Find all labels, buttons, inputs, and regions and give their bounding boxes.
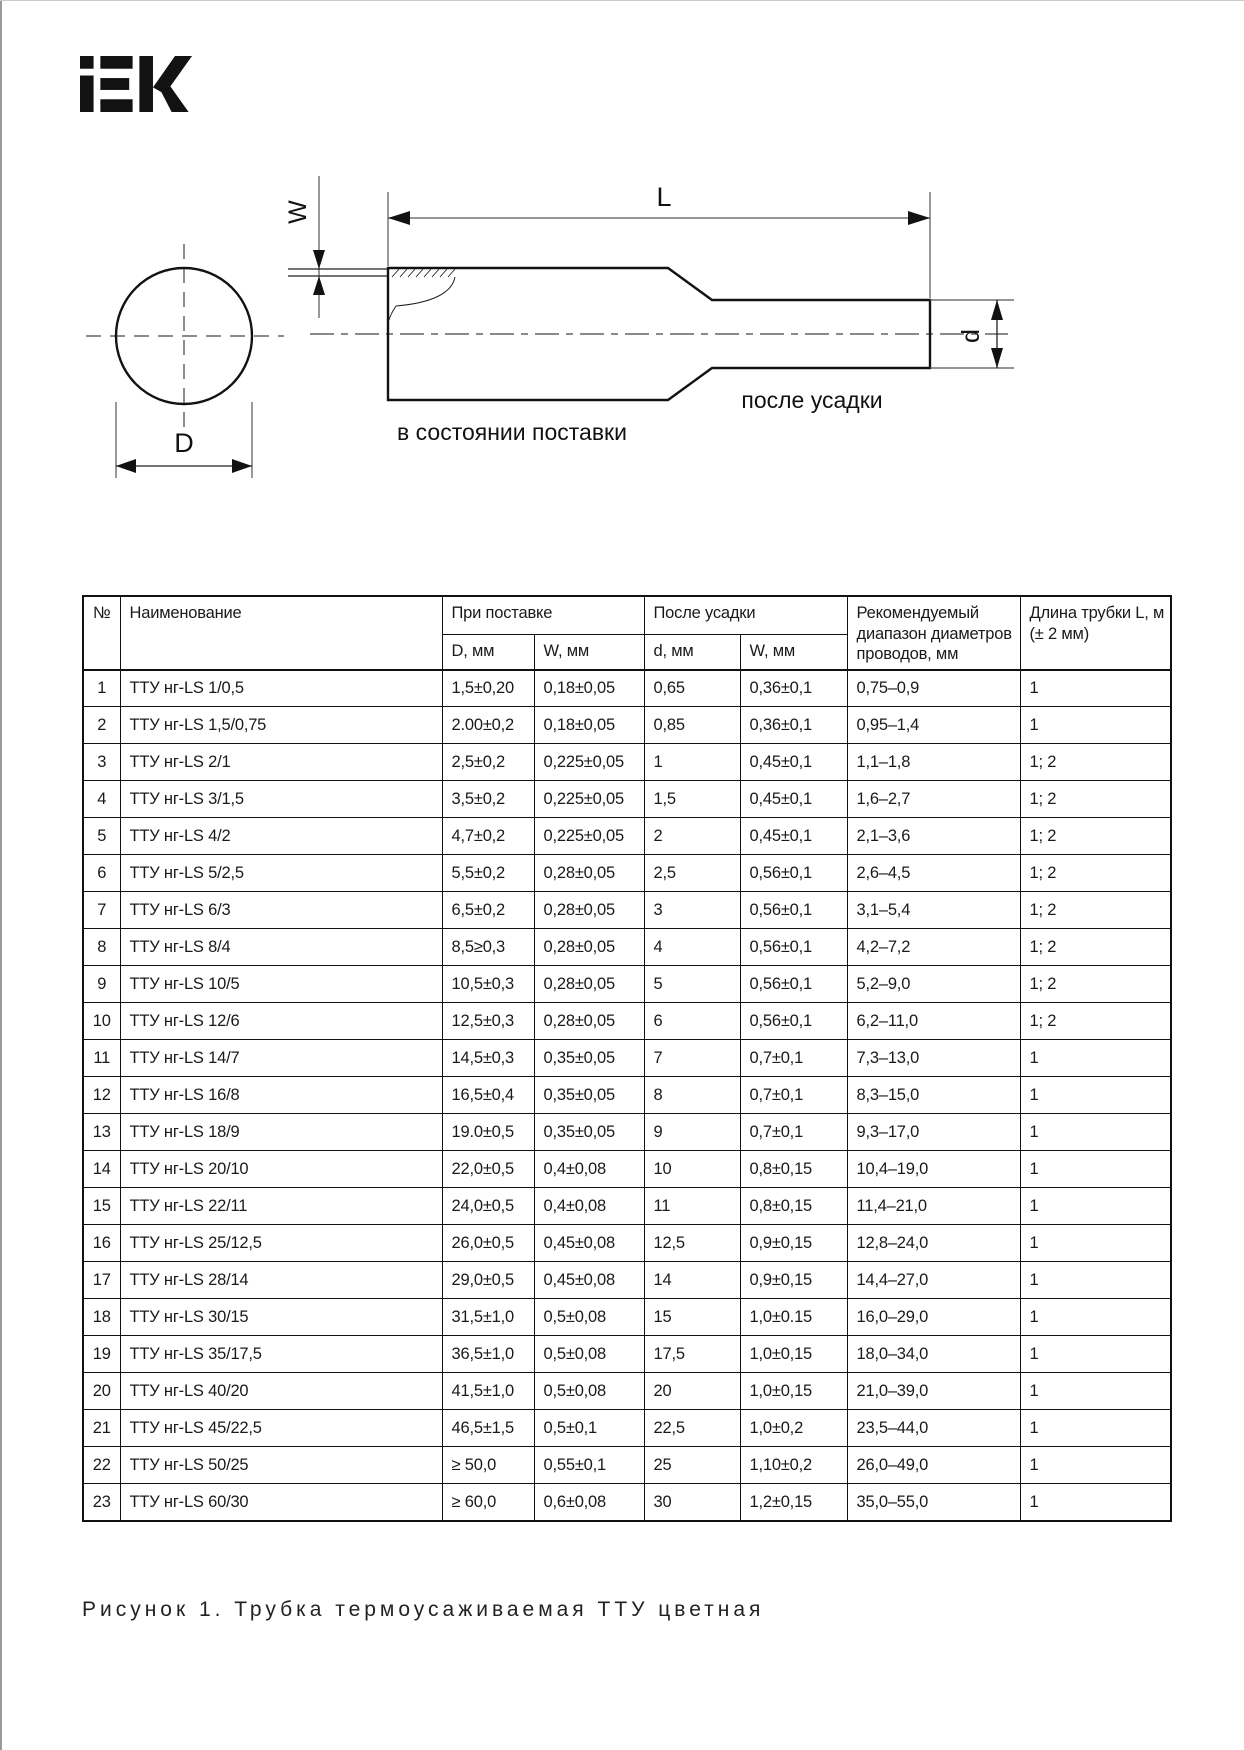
table-row <box>83 1299 1171 1336</box>
value-cell: 0,18±0,05 <box>534 707 644 744</box>
value-cell: 36,5±1,0 <box>442 1336 534 1373</box>
col-header-supply-group: При поставке <box>442 596 644 634</box>
value-cell: ТТУ нг-LS 1/0,5 <box>120 670 442 707</box>
wall-dimension <box>284 176 388 318</box>
value-cell: 0,18±0,05 <box>534 670 644 707</box>
value-cell: 3,5±0,2 <box>442 781 534 818</box>
row-number-cell: 19 <box>83 1336 120 1373</box>
value-cell: 0,225±0,05 <box>534 818 644 855</box>
value-cell: 22,5 <box>644 1410 740 1447</box>
value-cell: 0,65 <box>644 670 740 707</box>
table-row <box>83 966 1171 1003</box>
row-number-cell: 23 <box>83 1484 120 1521</box>
value-cell: 12,5±0,3 <box>442 1003 534 1040</box>
value-cell: 0,5±0,08 <box>534 1336 644 1373</box>
value-cell: 0,28±0,05 <box>534 966 644 1003</box>
value-cell: 0,56±0,1 <box>740 966 847 1003</box>
value-cell: 0,8±0,15 <box>740 1188 847 1225</box>
value-cell: 0,4±0,08 <box>534 1151 644 1188</box>
value-cell: 22,0±0,5 <box>442 1151 534 1188</box>
table-row <box>83 1188 1171 1225</box>
value-cell: 0,56±0,1 <box>740 892 847 929</box>
value-cell: 10,4–19,0 <box>847 1151 1020 1188</box>
value-cell: 0,56±0,1 <box>740 929 847 966</box>
value-cell: 35,0–55,0 <box>847 1484 1020 1521</box>
value-cell: 16,0–29,0 <box>847 1299 1020 1336</box>
value-cell: 0,225±0,05 <box>534 781 644 818</box>
value-cell: 0,56±0,1 <box>740 855 847 892</box>
value-cell: 25 <box>644 1447 740 1484</box>
table-row <box>83 818 1171 855</box>
value-cell: 1 <box>1020 1410 1171 1447</box>
value-cell: 0,45±0,08 <box>534 1262 644 1299</box>
value-cell: 11,4–21,0 <box>847 1188 1020 1225</box>
value-cell: 1,1–1,8 <box>847 744 1020 781</box>
value-cell: 0,28±0,05 <box>534 892 644 929</box>
value-cell: 1 <box>1020 670 1171 707</box>
table-row <box>83 1225 1171 1262</box>
value-cell: ТТУ нг-LS 1,5/0,75 <box>120 707 442 744</box>
value-cell: 18,0–34,0 <box>847 1336 1020 1373</box>
value-cell: 6,5±0,2 <box>442 892 534 929</box>
value-cell: 0,45±0,1 <box>740 818 847 855</box>
col-header-length: Длина трубки L, м (± 2 мм) <box>1020 596 1171 670</box>
value-cell: ≥ 60,0 <box>442 1484 534 1521</box>
value-cell: 0,45±0,1 <box>740 781 847 818</box>
value-cell: 0,35±0,05 <box>534 1040 644 1077</box>
technical-drawing <box>0 0 1244 520</box>
figure-caption: Рисунок 1. Трубка термоусаживаемая ТТУ цветная <box>82 1598 765 1621</box>
row-number-cell: 20 <box>83 1373 120 1410</box>
value-cell: 0,56±0,1 <box>740 1003 847 1040</box>
spec-table <box>82 595 1172 1522</box>
value-cell: ТТУ нг-LS 8/4 <box>120 929 442 966</box>
value-cell: 0,9±0,15 <box>740 1225 847 1262</box>
value-cell: 0,4±0,08 <box>534 1188 644 1225</box>
value-cell: 46,5±1,5 <box>442 1410 534 1447</box>
value-cell: 5 <box>644 966 740 1003</box>
value-cell: 1; 2 <box>1020 781 1171 818</box>
value-cell: 1 <box>1020 1447 1171 1484</box>
value-cell: 0,36±0,1 <box>740 670 847 707</box>
table-row <box>83 781 1171 818</box>
value-cell: 2,5±0,2 <box>442 744 534 781</box>
value-cell: 8 <box>644 1077 740 1114</box>
value-cell: 0,28±0,05 <box>534 929 644 966</box>
value-cell: 0,36±0,1 <box>740 707 847 744</box>
table-row <box>83 929 1171 966</box>
col-header-supply-d: D, мм <box>442 634 534 670</box>
caption-supply-state: в состоянии поставки <box>397 419 627 445</box>
value-cell: 14,4–27,0 <box>847 1262 1020 1299</box>
value-cell: ТТУ нг-LS 6/3 <box>120 892 442 929</box>
value-cell: 1,0±0,2 <box>740 1410 847 1447</box>
value-cell: ТТУ нг-LS 40/20 <box>120 1373 442 1410</box>
col-header-shrunk-group: После усадки <box>644 596 847 634</box>
value-cell: 4,7±0,2 <box>442 818 534 855</box>
value-cell: 7 <box>644 1040 740 1077</box>
value-cell: ТТУ нг-LS 16/8 <box>120 1077 442 1114</box>
row-number-cell: 13 <box>83 1114 120 1151</box>
value-cell: 4,2–7,2 <box>847 929 1020 966</box>
value-cell: ТТУ нг-LS 25/12,5 <box>120 1225 442 1262</box>
value-cell: 0,6±0,08 <box>534 1484 644 1521</box>
value-cell: 14 <box>644 1262 740 1299</box>
dimension-label-W: W <box>284 200 312 224</box>
value-cell: 10,5±0,3 <box>442 966 534 1003</box>
dimension-label-D: D <box>174 428 194 458</box>
dimension-label-L: L <box>656 182 672 212</box>
row-number-cell: 9 <box>83 966 120 1003</box>
value-cell: ТТУ нг-LS 30/15 <box>120 1299 442 1336</box>
value-cell: 1 <box>1020 1114 1171 1151</box>
value-cell: 41,5±1,0 <box>442 1373 534 1410</box>
value-cell: 1,0±0.15 <box>740 1299 847 1336</box>
value-cell: 0,7±0,1 <box>740 1077 847 1114</box>
value-cell: 0,8±0,15 <box>740 1151 847 1188</box>
value-cell: 1; 2 <box>1020 1003 1171 1040</box>
row-number-cell: 4 <box>83 781 120 818</box>
value-cell: 1 <box>1020 1225 1171 1262</box>
value-cell: 14,5±0,3 <box>442 1040 534 1077</box>
value-cell: 26,0–49,0 <box>847 1447 1020 1484</box>
value-cell: 0,5±0,1 <box>534 1410 644 1447</box>
col-header-range: Рекомендуемый диапазон диаметров проводов, мм <box>847 596 1020 670</box>
value-cell: 11 <box>644 1188 740 1225</box>
col-header-supply-w: W, мм <box>534 634 644 670</box>
value-cell: ТТУ нг-LS 50/25 <box>120 1447 442 1484</box>
row-number-cell: 3 <box>83 744 120 781</box>
value-cell: 0,85 <box>644 707 740 744</box>
value-cell: 17,5 <box>644 1336 740 1373</box>
value-cell: 1 <box>1020 1151 1171 1188</box>
cross-section-view <box>86 244 284 478</box>
row-number-cell: 6 <box>83 855 120 892</box>
value-cell: 5,5±0,2 <box>442 855 534 892</box>
value-cell: 1; 2 <box>1020 744 1171 781</box>
value-cell: 12,5 <box>644 1225 740 1262</box>
value-cell: 0,45±0,08 <box>534 1225 644 1262</box>
row-number-cell: 8 <box>83 929 120 966</box>
table-row <box>83 1373 1171 1410</box>
value-cell: 1 <box>644 744 740 781</box>
value-cell: ТТУ нг-LS 20/10 <box>120 1151 442 1188</box>
value-cell: 0,55±0,1 <box>534 1447 644 1484</box>
value-cell: 0,9±0,15 <box>740 1262 847 1299</box>
row-number-cell: 18 <box>83 1299 120 1336</box>
value-cell: 30 <box>644 1484 740 1521</box>
value-cell: 29,0±0,5 <box>442 1262 534 1299</box>
value-cell: 1,5±0,20 <box>442 670 534 707</box>
value-cell: 1,0±0,15 <box>740 1336 847 1373</box>
value-cell: 1 <box>1020 1484 1171 1521</box>
value-cell: ТТУ нг-LS 60/30 <box>120 1484 442 1521</box>
value-cell: 7,3–13,0 <box>847 1040 1020 1077</box>
value-cell: 20 <box>644 1373 740 1410</box>
value-cell: 1,6–2,7 <box>847 781 1020 818</box>
value-cell: ТТУ нг-LS 45/22,5 <box>120 1410 442 1447</box>
row-number-cell: 10 <box>83 1003 120 1040</box>
col-header-shrunk-w: W, мм <box>740 634 847 670</box>
value-cell: 0,7±0,1 <box>740 1114 847 1151</box>
value-cell: ТТУ нг-LS 5/2,5 <box>120 855 442 892</box>
value-cell: ТТУ нг-LS 28/14 <box>120 1262 442 1299</box>
value-cell: 0,45±0,1 <box>740 744 847 781</box>
col-header-shrunk-d: d, мм <box>644 634 740 670</box>
value-cell: 16,5±0,4 <box>442 1077 534 1114</box>
value-cell: 2,6–4,5 <box>847 855 1020 892</box>
value-cell: 0,5±0,08 <box>534 1373 644 1410</box>
value-cell: 1 <box>1020 1336 1171 1373</box>
value-cell: 1; 2 <box>1020 929 1171 966</box>
value-cell: 0,225±0,05 <box>534 744 644 781</box>
table-row <box>83 744 1171 781</box>
value-cell: 1 <box>1020 1077 1171 1114</box>
value-cell: 1 <box>1020 1040 1171 1077</box>
value-cell: 1 <box>1020 1373 1171 1410</box>
value-cell: 3,1–5,4 <box>847 892 1020 929</box>
col-header-name: Наименование <box>120 596 442 670</box>
value-cell: 8,5≥0,3 <box>442 929 534 966</box>
value-cell: 0,28±0,05 <box>534 855 644 892</box>
row-number-cell: 16 <box>83 1225 120 1262</box>
value-cell: ≥ 50,0 <box>442 1447 534 1484</box>
row-number-cell: 7 <box>83 892 120 929</box>
table-row <box>83 892 1171 929</box>
value-cell: ТТУ нг-LS 3/1,5 <box>120 781 442 818</box>
value-cell: 6 <box>644 1003 740 1040</box>
row-number-cell: 21 <box>83 1410 120 1447</box>
value-cell: 10 <box>644 1151 740 1188</box>
table-row <box>83 1410 1171 1447</box>
value-cell: 15 <box>644 1299 740 1336</box>
row-number-cell: 22 <box>83 1447 120 1484</box>
value-cell: 5,2–9,0 <box>847 966 1020 1003</box>
row-number-cell: 5 <box>83 818 120 855</box>
value-cell: ТТУ нг-LS 10/5 <box>120 966 442 1003</box>
table-row <box>83 1077 1171 1114</box>
value-cell: ТТУ нг-LS 35/17,5 <box>120 1336 442 1373</box>
value-cell: 9 <box>644 1114 740 1151</box>
table-row <box>83 1114 1171 1151</box>
table-row <box>83 1447 1171 1484</box>
value-cell: 1 <box>1020 1299 1171 1336</box>
value-cell: 1 <box>1020 1188 1171 1225</box>
value-cell: 1; 2 <box>1020 855 1171 892</box>
value-cell: 0,35±0,05 <box>534 1114 644 1151</box>
value-cell: 3 <box>644 892 740 929</box>
value-cell: 8,3–15,0 <box>847 1077 1020 1114</box>
value-cell: 1,5 <box>644 781 740 818</box>
table-row <box>83 1336 1171 1373</box>
value-cell: 4 <box>644 929 740 966</box>
value-cell: 0,28±0,05 <box>534 1003 644 1040</box>
value-cell: 1 <box>1020 1262 1171 1299</box>
dimension-label-d: d <box>957 329 985 343</box>
row-number-cell: 2 <box>83 707 120 744</box>
value-cell: ТТУ нг-LS 4/2 <box>120 818 442 855</box>
value-cell: 0,95–1,4 <box>847 707 1020 744</box>
table-row <box>83 1484 1171 1521</box>
value-cell: 2 <box>644 818 740 855</box>
tube-outline <box>388 268 930 400</box>
caption-after-shrink: после усадки <box>741 387 883 413</box>
value-cell: ТТУ нг-LS 22/11 <box>120 1188 442 1225</box>
value-cell: 1,0±0,15 <box>740 1373 847 1410</box>
value-cell: 19.0±0,5 <box>442 1114 534 1151</box>
value-cell: ТТУ нг-LS 18/9 <box>120 1114 442 1151</box>
value-cell: ТТУ нг-LS 12/6 <box>120 1003 442 1040</box>
table-row <box>83 1040 1171 1077</box>
value-cell: 1,10±0,2 <box>740 1447 847 1484</box>
table-row <box>83 1262 1171 1299</box>
value-cell: 9,3–17,0 <box>847 1114 1020 1151</box>
value-cell: 2,1–3,6 <box>847 818 1020 855</box>
value-cell: 0,75–0,9 <box>847 670 1020 707</box>
value-cell: 0,7±0,1 <box>740 1040 847 1077</box>
value-cell: 6,2–11,0 <box>847 1003 1020 1040</box>
row-number-cell: 15 <box>83 1188 120 1225</box>
row-number-cell: 14 <box>83 1151 120 1188</box>
value-cell: ТТУ нг-LS 2/1 <box>120 744 442 781</box>
row-number-cell: 11 <box>83 1040 120 1077</box>
row-number-cell: 1 <box>83 670 120 707</box>
row-number-cell: 12 <box>83 1077 120 1114</box>
value-cell: 2.00±0,2 <box>442 707 534 744</box>
value-cell: 31,5±1,0 <box>442 1299 534 1336</box>
value-cell: 23,5–44,0 <box>847 1410 1020 1447</box>
value-cell: 2,5 <box>644 855 740 892</box>
value-cell: 24,0±0,5 <box>442 1188 534 1225</box>
value-cell: 0,35±0,05 <box>534 1077 644 1114</box>
value-cell: 21,0–39,0 <box>847 1373 1020 1410</box>
table-row <box>83 707 1171 744</box>
value-cell: 1; 2 <box>1020 966 1171 1003</box>
value-cell: 26,0±0,5 <box>442 1225 534 1262</box>
value-cell: 1; 2 <box>1020 892 1171 929</box>
value-cell: 12,8–24,0 <box>847 1225 1020 1262</box>
row-number-cell: 17 <box>83 1262 120 1299</box>
side-view <box>310 268 1008 400</box>
value-cell: 0,5±0,08 <box>534 1299 644 1336</box>
value-cell: 1; 2 <box>1020 818 1171 855</box>
value-cell: 1,2±0,15 <box>740 1484 847 1521</box>
value-cell: ТТУ нг-LS 14/7 <box>120 1040 442 1077</box>
table-row <box>83 1003 1171 1040</box>
value-cell: 1 <box>1020 707 1171 744</box>
table-row <box>83 1151 1171 1188</box>
table-row <box>83 855 1171 892</box>
table-row <box>83 670 1171 707</box>
col-header-num: № <box>83 596 120 670</box>
